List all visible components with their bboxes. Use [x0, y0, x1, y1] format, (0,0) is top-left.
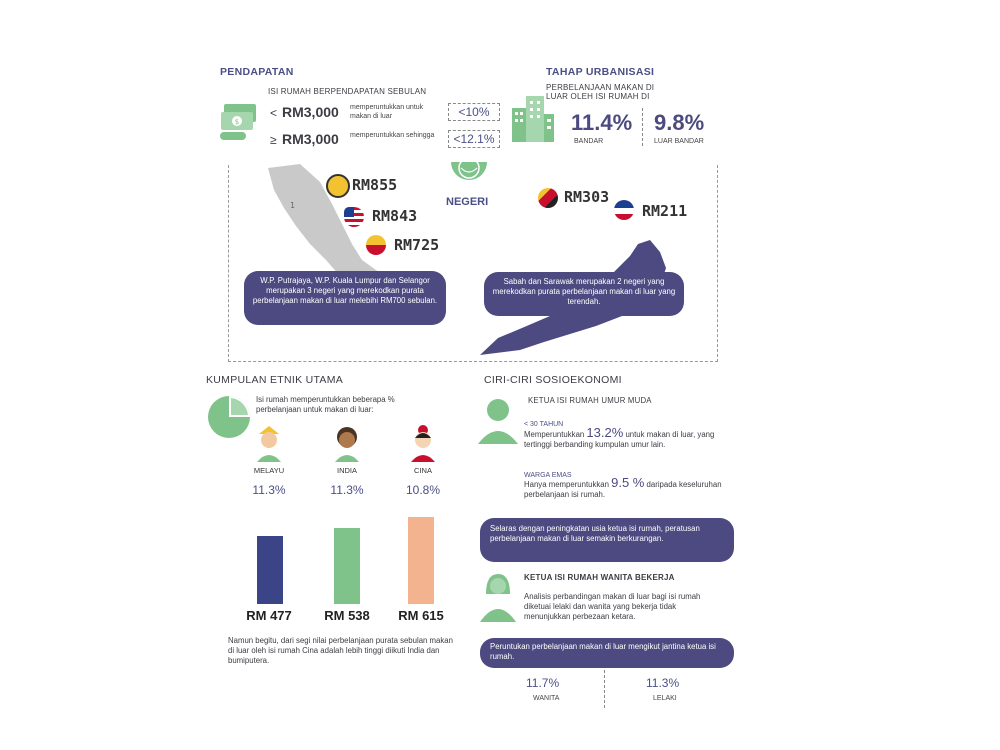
peninsula-note: W.P. Putrajaya, W.P. Kuala Lumpur dan Selangor merupakan 3 negeri yang merekodkan purata perbelanjaan makan di luar melebihi RM700 sebulan.: [244, 271, 446, 325]
money-icon: [218, 98, 262, 144]
putrajaya-flag-icon: [326, 174, 350, 198]
urban-subtitle: PERBELANJAAN MAKAN DI LUAR OLEH ISI RUMAH DI: [546, 83, 655, 101]
young-head-title: KETUA ISI RUMAH UMUR MUDA: [528, 396, 652, 405]
young-age-label: < 30 TAHUN: [524, 421, 564, 428]
elder-post: daripada keseluruhan perbelanjaan isi rumah.: [524, 480, 722, 499]
negeri-label: NEGERI: [446, 196, 489, 208]
income-row1-desc: memperuntukkan untuk makan di luar: [350, 104, 424, 120]
etnik-pct-2: 10.8%: [405, 483, 441, 497]
gender-note: Peruntukan perbelanjaan makan di luar mengikut jantina ketua isi rumah.: [480, 638, 734, 668]
etnik-value-0: RM 477: [246, 608, 292, 623]
income-row2-desc: memperuntukkan sehingga: [350, 132, 435, 139]
etnik-bar-1: [334, 528, 360, 604]
etnik-note: Namun begitu, dari segi nilai perbelanjaan purata sebulan makan di luar oleh isi rumah Cina adalah lebih tinggi diikuti India dan bumiputera.: [228, 636, 453, 665]
income-row2-amount: RM3,000: [282, 131, 339, 147]
urban-divider: [642, 108, 643, 146]
pendapatan-title: PENDAPATAN: [220, 66, 294, 78]
elder-label: WARGA EMAS: [524, 472, 572, 479]
income-row2-symbol: ≥: [270, 133, 277, 147]
borneo-note: Sabah dan Sarawak merupakan 2 negeri yang merekodkan purata perbelanjaan makan di luar yang terendah.: [484, 272, 684, 316]
etnik-name-2: CINA: [414, 466, 432, 475]
lelaki-label: LELAKI: [653, 695, 677, 702]
urban-title: TAHAP URBANISASI: [546, 66, 655, 78]
women-title: KETUA ISI RUMAH WANITA BEKERJA: [524, 573, 675, 582]
amount-sarawak: RM303: [564, 188, 610, 206]
urban-luar-label: LUAR BANDAR: [654, 138, 704, 145]
indian-person-icon: [330, 424, 364, 462]
etnik-pct-1: 11.3%: [330, 483, 364, 497]
income-row2-pct: <12.1%: [448, 130, 500, 148]
svg-text:$: $: [234, 118, 240, 126]
person-icon: [476, 396, 520, 444]
etnik-value-1: RM 538: [324, 608, 370, 623]
svg-text:1: 1: [290, 201, 296, 210]
income-row1-amount: RM3,000: [282, 104, 339, 120]
wanita-label: WANITA: [533, 695, 560, 702]
etnik-title: KUMPULAN ETNIK UTAMA: [206, 374, 344, 386]
building-icon: [510, 94, 556, 144]
globe-icon: [449, 162, 489, 194]
sarawak-flag-icon: [538, 188, 558, 208]
etnik-bar-0: [257, 536, 283, 604]
young-text: [524, 425, 739, 450]
etnik-pct-0: 11.3%: [252, 483, 286, 497]
age-trend-note: Selaras dengan peningkatan usia ketua isi rumah, peratusan perbelanjaan makan di luar semakin berkurangan.: [480, 518, 734, 562]
elder-pct: 9.5 %: [611, 475, 645, 490]
wanita-pct: 11.7%: [526, 676, 560, 690]
etnik-value-2: RM 615: [398, 608, 444, 623]
kl-flag-icon: [344, 207, 364, 227]
woman-icon: [478, 572, 518, 622]
women-text: Analisis perbandingan makan di luar bagi isi rumah diketuai lelaki dan wanita yang bekerja tidak menunjukkan perbezaan ketara.: [524, 592, 701, 621]
amount-kl: RM843: [372, 207, 418, 225]
amount-putrajaya: RM855: [352, 176, 398, 194]
gender-divider: [604, 670, 605, 708]
urban-luar-pct: 9.8%: [654, 110, 705, 135]
etnik-bar-2: [408, 517, 434, 604]
etnik-name-0: MELAYU: [253, 466, 285, 475]
etnik-name-1: INDIA: [336, 466, 357, 475]
etnik-intro: Isi rumah memperuntukkan beberapa % perbelanjaan untuk makan di luar:: [256, 395, 395, 414]
sabah-flag-icon: [614, 200, 634, 220]
urban-bandar-pct: 11.4%: [571, 110, 633, 135]
income-row1-symbol: <: [270, 106, 278, 120]
sosio-title: CIRI-CIRI SOSIOEKONOMI: [484, 374, 622, 386]
malay-person-icon: [252, 424, 286, 462]
pendapatan-subtitle: ISI RUMAH BERPENDAPATAN SEBULAN: [268, 87, 427, 96]
amount-selangor: RM725: [394, 236, 440, 254]
income-row1-pct: <10%: [448, 103, 500, 121]
young-pct: 13.2%: [586, 425, 624, 440]
pie-icon: [206, 394, 252, 440]
young-pre: Memperuntukkan: [524, 430, 585, 439]
chinese-person-icon: [406, 424, 440, 462]
amount-sabah: RM211: [642, 202, 688, 220]
selangor-flag-icon: [366, 235, 386, 255]
lelaki-pct: 11.3%: [646, 676, 680, 690]
urban-bandar-label: BANDAR: [574, 138, 604, 145]
elder-pre: Hanya memperuntukkan: [524, 480, 609, 489]
young-post: untuk makan di luar, yang tertinggi berbanding kumpulan umur lain.: [524, 430, 715, 449]
